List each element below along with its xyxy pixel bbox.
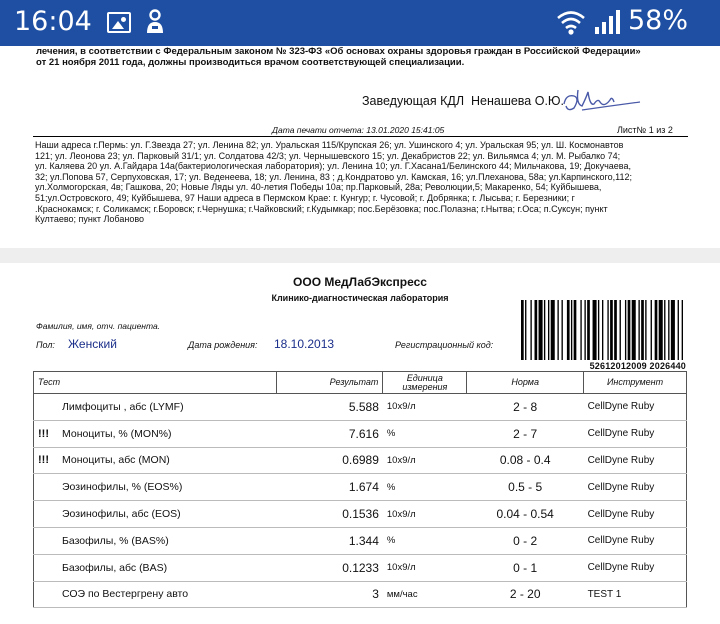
test-norm: 2 - 20 [467, 581, 584, 608]
addresses [35, 140, 685, 225]
test-norm: 0 - 2 [467, 527, 584, 554]
test-result: 3 [276, 581, 383, 608]
head-title: Заведующая КДЛ [362, 94, 465, 108]
address-line: .Краснокамск; г. Соликамск; г.Боровск; г.Чернушка; г.Чайковский; г.Кудымкар; пос.Берёзовка; пос.Полазна; г.Нытва; г.Оса; п.Суксун; пункт [35, 203, 608, 214]
test-norm: 2 - 8 [467, 394, 584, 421]
report-page-1 [0, 46, 720, 248]
test-instrument: TEST 1 [584, 581, 687, 608]
test-result: 5.588 [276, 394, 383, 421]
test-instrument: CellDyne Ruby [584, 501, 687, 528]
gallery-icon [107, 12, 131, 33]
address-line: 51;ул.Островского, 49; Куйбышева, 97 Наши адреса в Пермском Крае: г. Кунгур; г. Чусовой; г. Добрянка; г. Лысьва; г. Березники; г [35, 192, 575, 203]
address-line: 32; ул.Попова 57, Серпуховская, 17; ул. Веденеева, 18; ул. Ленина, 83 ; д.Кондратово ул. Камская, 16; ул.Плеханова, 58а; ул.Карпинского,112; [35, 171, 632, 182]
test-label: Моноциты, абс (MON) [62, 454, 170, 467]
signature-icon [560, 84, 642, 118]
test-label: СОЭ по Вестергрену авто [62, 588, 189, 601]
dob-value: 18.10.2013 [274, 337, 335, 351]
test-norm: 0.04 - 0.54 [467, 501, 584, 528]
test-instrument: CellDyne Ruby [584, 474, 687, 501]
test-result: 1.344 [276, 527, 383, 554]
law-notice [36, 46, 676, 68]
address-line: ул.Холмогорская, 4в; Гашкова, 20; Новые Ляды ул. 40-летия Победы 10а; пр.Парковый, 28а; Революции,5; Макаренко, 54; Куйбышева, [35, 182, 602, 193]
test-norm: 0.5 - 5 [467, 474, 584, 501]
test-label: Лимфоциты , абс (LYMF) [62, 400, 184, 413]
law-line-2: от 21 ноября 2011 года, должны производиться врачом соответствующей специализации. [36, 57, 465, 68]
test-instrument: CellDyne Ruby [584, 394, 687, 421]
header-result: Результат [276, 372, 383, 394]
test-unit: % [383, 474, 467, 501]
patient-name-label: Фамилия, имя, отч. пациента. [36, 321, 161, 331]
law-line-1: лечения, в соответствии с Федеральным законом № 323-ФЗ «Об основах охраны здоровья граждан в Российской Федерации» [36, 46, 641, 57]
test-label: Моноциты, % (MON%) [62, 427, 172, 440]
status-bar [0, 0, 720, 46]
test-unit: мм/час [383, 581, 467, 608]
lab-subtitle: Клинико-диагностическая лаборатория [271, 293, 449, 303]
test-result: 0.1536 [276, 501, 383, 528]
battery-level: 58% [628, 5, 689, 36]
header-norm: Норма [467, 372, 584, 394]
barcode-number: 52612012009 2026440 [589, 361, 686, 371]
address-line: ул. Каляева 20 ул. А.Гайдара 14а(бактериологическая лаборатория); ул. Ленина 10; ул. Г.Хасана1/Белинского 44; Мильчакова, 19; Докучаева, [35, 161, 631, 172]
page-gap [0, 248, 720, 263]
table-row [34, 394, 687, 421]
test-norm: 2 - 7 [467, 420, 584, 447]
address-line: Наши адреса г.Пермь: ул. Г.Звезда 27; ул. Ленина 82; ул. Уральская 115/Крупская 26; ул. Ушинского 4; ул. Уральская 95; ул. Ш. Космонавтов [35, 140, 624, 150]
test-label: Базофилы, абс (BAS) [62, 561, 168, 574]
head-signature-line [362, 94, 564, 108]
table-row [34, 554, 687, 581]
table-row [34, 420, 687, 447]
table-row [34, 501, 687, 528]
lab-name: ООО МедЛабЭкспресс [293, 275, 427, 289]
test-norm: 0 - 1 [467, 554, 584, 581]
test-norm: 0.08 - 0.4 [467, 447, 584, 474]
table-row [34, 581, 687, 608]
address-line: 121; ул. Леонова 23; ул. Парковый 31/1; ул. Солдатова 42/3; ул. Чернышевского 15; ул. Декабристов 22; ул. Вильямса 4; ул. М. Рыбалко 74; [35, 150, 621, 161]
test-instrument: CellDyne Ruby [584, 420, 687, 447]
report-page-2 [0, 263, 720, 624]
table-row [34, 447, 687, 474]
divider [33, 136, 688, 137]
test-name [34, 501, 277, 528]
test-instrument: CellDyne Ruby [584, 527, 687, 554]
test-result: 1.674 [276, 474, 383, 501]
test-unit: 10x9/л [383, 394, 467, 421]
sheet-number: Лист№ 1 из 2 [617, 125, 673, 135]
test-name [34, 554, 277, 581]
clock: 16:04 [14, 6, 92, 37]
head-name: Ненашева О.Ю. [470, 94, 565, 108]
test-unit: 10x9/л [383, 447, 467, 474]
dob-label: Дата рождения: [188, 340, 258, 350]
address-line: Култаево; пункт Лобаново [35, 214, 145, 225]
test-name [34, 447, 277, 474]
gender-value: Женский [68, 337, 117, 351]
header-test: Тест [34, 372, 277, 394]
test-result: 7.616 [276, 420, 383, 447]
results-table [33, 371, 687, 608]
test-label: Эозинофилы, абс (EOS) [62, 508, 181, 521]
abnormal-flag: !!! [38, 427, 49, 440]
test-unit: 10x9/л [383, 501, 467, 528]
test-label: Базофилы, % (BAS%) [62, 534, 169, 547]
table-row [34, 474, 687, 501]
test-name [34, 527, 277, 554]
abnormal-flag: !!! [38, 454, 49, 467]
test-unit: 10x9/л [383, 554, 467, 581]
table-header-row [34, 372, 687, 394]
header-unit: Единица измерения [383, 372, 467, 394]
gender-label: Пол: [36, 340, 55, 350]
test-name [34, 581, 277, 608]
test-unit: % [383, 527, 467, 554]
test-unit: % [383, 420, 467, 447]
test-name [34, 394, 277, 421]
test-result: 0.6989 [276, 447, 383, 474]
test-label: Эозинофилы, % (EOS%) [62, 481, 183, 494]
test-result: 0.1233 [276, 554, 383, 581]
table-row [34, 527, 687, 554]
robot-icon [143, 9, 167, 35]
test-name [34, 420, 277, 447]
test-name [34, 474, 277, 501]
test-instrument: CellDyne Ruby [584, 447, 687, 474]
barcode-icon [521, 300, 686, 360]
print-date: Дата печати отчета: 13.01.2020 15:41:05 [272, 125, 445, 135]
wifi-icon [556, 8, 586, 36]
header-instrument: Инструмент [584, 372, 687, 394]
test-instrument: CellDyne Ruby [584, 554, 687, 581]
registration-code-label: Регистрационный код: [395, 340, 494, 350]
signal-icon [594, 10, 620, 34]
